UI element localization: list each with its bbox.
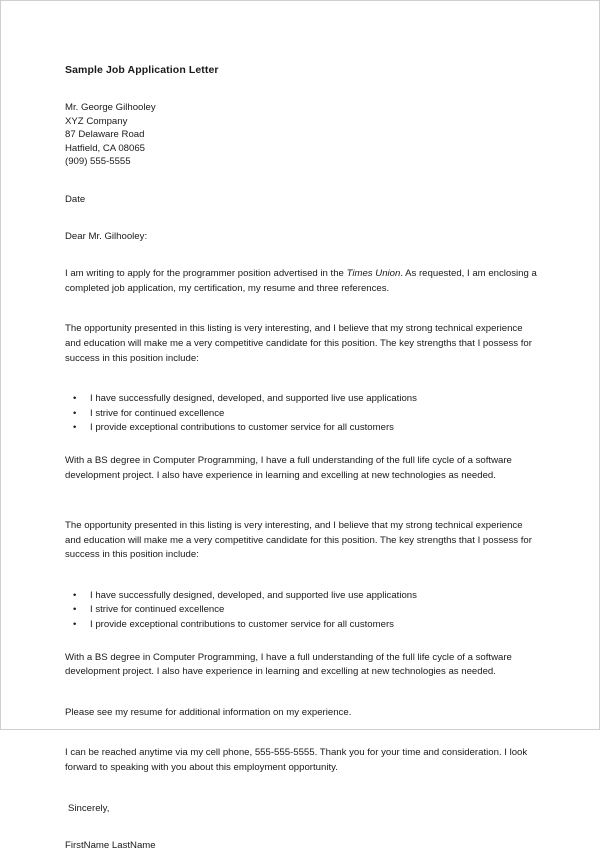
list-item-label: I have successfully designed, developed, and supported live use applications	[90, 589, 417, 601]
publication-name: Times Union	[346, 268, 401, 280]
section-spacer	[65, 509, 537, 519]
strengths-list-first	[65, 392, 537, 436]
contact-paragraph: I can be reached anytime via my cell phone, 555-555-5555. Thank you for your time and consideration. I look forward to speaking with you about this employment opportunity.	[65, 747, 528, 774]
bullet-icon: •	[73, 393, 77, 405]
bullet-icon: •	[73, 422, 77, 434]
bullet-icon: •	[73, 407, 77, 419]
opportunity-paragraph-second: The opportunity presented in this listing is very interesting, and I believe that my strong technical experience and education will make me a very competitive candidate for this position. The key strengths that I possess for success in this position include:	[65, 520, 532, 561]
bullet-icon: •	[73, 604, 77, 616]
list-item	[65, 421, 537, 436]
bullet-icon: •	[73, 589, 77, 601]
recipient-phone: (909) 555-5555	[65, 156, 131, 168]
bullet-icon: •	[73, 619, 77, 631]
date-placeholder: Date	[65, 193, 86, 205]
list-item-label: I have successfully designed, developed, and supported live use applications	[90, 393, 417, 405]
opening-paragraph	[65, 267, 537, 296]
closing-salutation: Sincerely,	[68, 802, 110, 814]
signature-name: FirstName LastName	[65, 840, 156, 852]
recipient-street: 87 Delaware Road	[65, 129, 145, 141]
degree-paragraph-first: With a BS degree in Computer Programming, I have a full understanding of the full life cycle of a software development project. I also have experience in learning and excelling at new technologies as needed.	[65, 454, 512, 481]
opening-text-before-italic: I am writing to apply for the programmer position advertised in the	[65, 268, 347, 280]
list-item	[65, 618, 537, 633]
recipient-city-state-zip: Hatfield, CA 08065	[65, 142, 146, 154]
letter-content	[65, 63, 537, 853]
strengths-list-second	[65, 589, 537, 633]
list-item-label: I strive for continued excellence	[90, 407, 225, 419]
page-title: Sample Job Application Letter	[65, 64, 219, 76]
list-item	[65, 407, 537, 422]
opening-text-after-italic: . As requested, I am enclosing a completed job application, my certification, my resume and three references.	[65, 268, 537, 294]
resume-paragraph: Please see my resume for additional information on my experience.	[65, 706, 352, 718]
list-item	[65, 589, 537, 604]
salutation: Dear Mr. Gilhooley:	[65, 230, 148, 242]
recipient-company: XYZ Company	[65, 115, 128, 127]
recipient-address-block	[65, 101, 537, 169]
degree-paragraph-second: With a BS degree in Computer Programming, I have a full understanding of the full life cycle of a software development project. I also have experience in learning and excelling at new technologies as needed.	[65, 651, 512, 678]
list-item	[65, 603, 537, 618]
list-item-label: I provide exceptional contributions to customer service for all customers	[90, 422, 394, 434]
recipient-name: Mr. George Gilhooley	[65, 102, 156, 113]
list-item-label: I provide exceptional contributions to customer service for all customers	[90, 619, 394, 631]
opportunity-paragraph-first: The opportunity presented in this listing is very interesting, and I believe that my strong technical experience and education will make me a very competitive candidate for this position. The key strengths that I possess for success in this position include:	[65, 323, 532, 364]
list-item-label: I strive for continued excellence	[90, 604, 225, 616]
list-item	[65, 392, 537, 407]
